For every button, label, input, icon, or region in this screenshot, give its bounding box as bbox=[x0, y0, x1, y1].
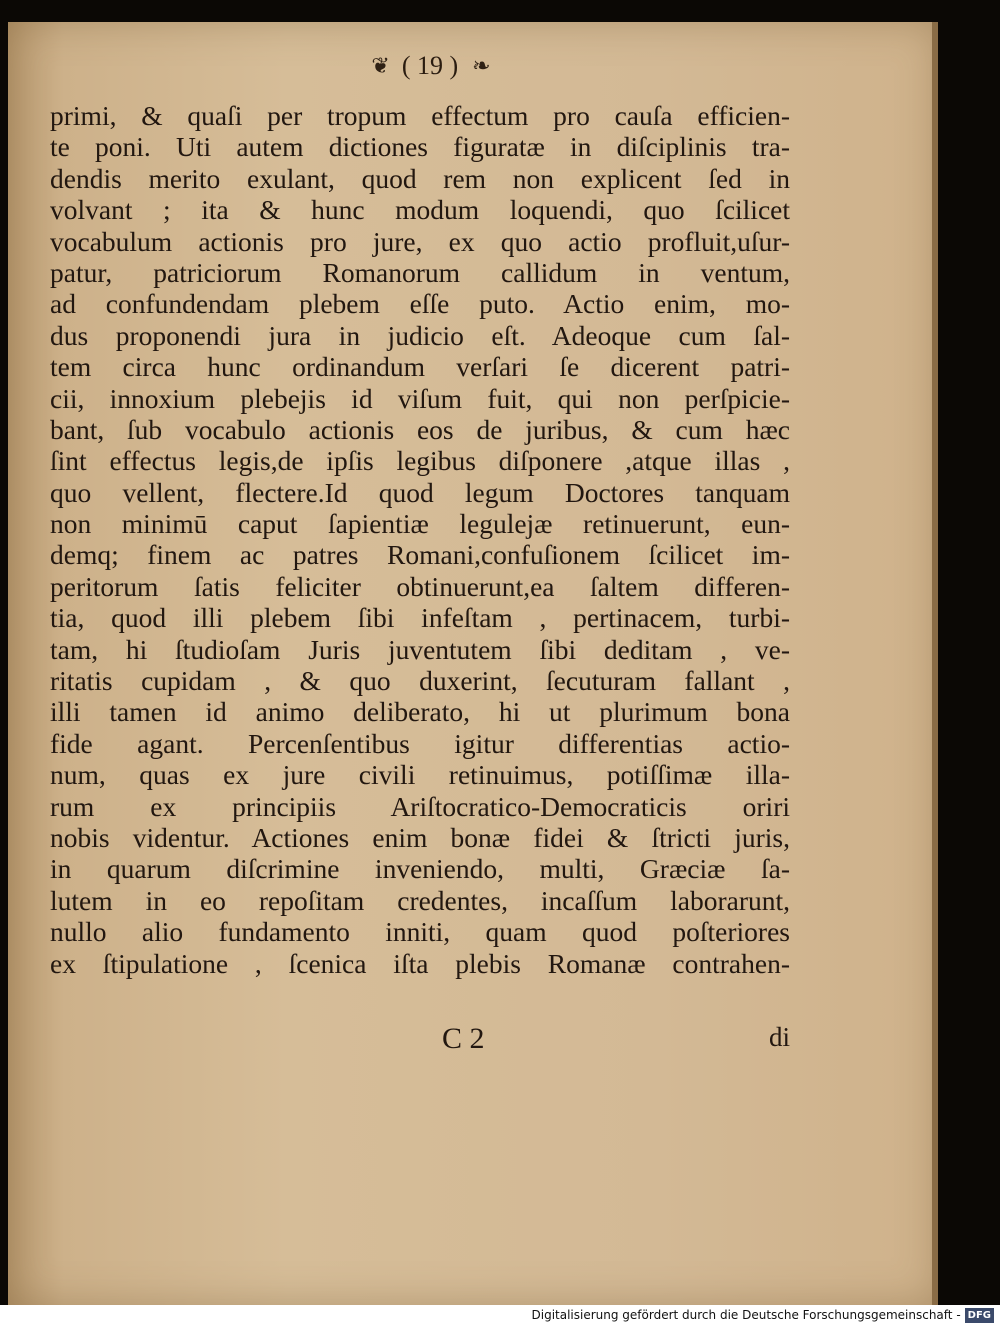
text-line: dendis merito exulant, quod rem non explicent ſed in bbox=[50, 162, 790, 194]
text-line: rum ex principiis Ariſtocratico-Democraticis oriri bbox=[50, 790, 790, 822]
text-line: dus proponendi jura in judicio eſt. Adeoque cum ſal- bbox=[50, 319, 790, 351]
text-line: cii, innoxium plebejis id viſum fuit, qui non perſpicie- bbox=[50, 382, 790, 414]
text-line: demq; finem ac patres Romani,confuſionem ſcilicet im- bbox=[50, 539, 790, 571]
text-line: primi, & quaſi per tropum effectum pro cauſa efficien- bbox=[50, 100, 790, 131]
text-line: lutem in eo repoſitam credentes, incaſſum laborarunt, bbox=[50, 884, 790, 916]
signature-row bbox=[50, 1022, 790, 1058]
text-line: nobis videntur. Actiones enim bonæ fidei & ſtricti juris, bbox=[50, 821, 790, 853]
catchword: di bbox=[768, 1022, 790, 1052]
text-line: volvant ; ita & hunc modum loquendi, quo ſcilicet bbox=[50, 194, 790, 226]
text-line: non minimū caput ſapientiæ legulejæ retinuerunt, eun- bbox=[50, 508, 790, 540]
text-line: peritorum ſatis feliciter obtinuerunt,ea ſaltem differen- bbox=[50, 570, 790, 602]
text-line: tia, quod illi plebem ſibi infeſtam , pertinacem, turbi- bbox=[50, 602, 790, 634]
page-edge bbox=[932, 22, 938, 1305]
text-line: vocabulum actionis pro jure, ex quo actio profluit,uſur- bbox=[50, 225, 790, 257]
text-line: nullo alio fundamento inniti, quam quod poſteriores bbox=[50, 916, 790, 948]
text-line: in quarum diſcrimine inveniendo, multi, Græciæ ſa- bbox=[50, 853, 790, 885]
body-text bbox=[50, 100, 790, 979]
text-line: num, quas ex jure civili retinuimus, potiſſimæ illa- bbox=[50, 759, 790, 791]
text-line: tam, hi ſtudioſam Juris juventutem ſibi deditam , ve- bbox=[50, 633, 790, 665]
text-line: ad confundendam plebem eſſe puto. Actio enim, mo- bbox=[50, 288, 790, 320]
right-ornament-icon: ❧ bbox=[472, 53, 489, 79]
text-line: ritatis cupidam , & quo duxerint, ſecuturam fallant , bbox=[50, 665, 790, 697]
dfg-logo: DFG bbox=[965, 1308, 994, 1323]
text-line: quo vellent, flectere.Id quod legum Doctores tanquam bbox=[50, 476, 790, 508]
text-line: bant, ſub vocabulo actionis eos de juribus, & cum hæc bbox=[50, 413, 790, 445]
text-line: ex ſtipulatione , ſcenica iſta plebis Romanæ contrahen- bbox=[50, 947, 790, 979]
text-line: te poni. Uti autem dictiones figuratæ in diſciplinis tra- bbox=[50, 131, 790, 163]
text-line: fide agant. Percenſentibus igitur differentias actio- bbox=[50, 727, 790, 759]
page-number: ( 19 ) bbox=[401, 51, 459, 80]
digitization-footer bbox=[0, 1305, 1000, 1325]
left-ornament-icon: ❦ bbox=[371, 53, 388, 79]
text-line: ſint effectus legis,de ipſis legibus diſponere ,atque illas , bbox=[50, 445, 790, 477]
page-header bbox=[300, 48, 560, 84]
footer-credit: Digitalisierung gefördert durch die Deutsche Forschungsgemeinschaft - bbox=[531, 1308, 961, 1322]
text-line: illi tamen id animo deliberato, hi ut plurimum bona bbox=[50, 696, 790, 728]
signature-mark: C 2 bbox=[442, 1022, 485, 1055]
text-line: tem circa hunc ordinandum verſari ſe dicerent patri- bbox=[50, 351, 790, 383]
text-line: patur, patriciorum Romanorum callidum in ventum, bbox=[50, 256, 790, 288]
